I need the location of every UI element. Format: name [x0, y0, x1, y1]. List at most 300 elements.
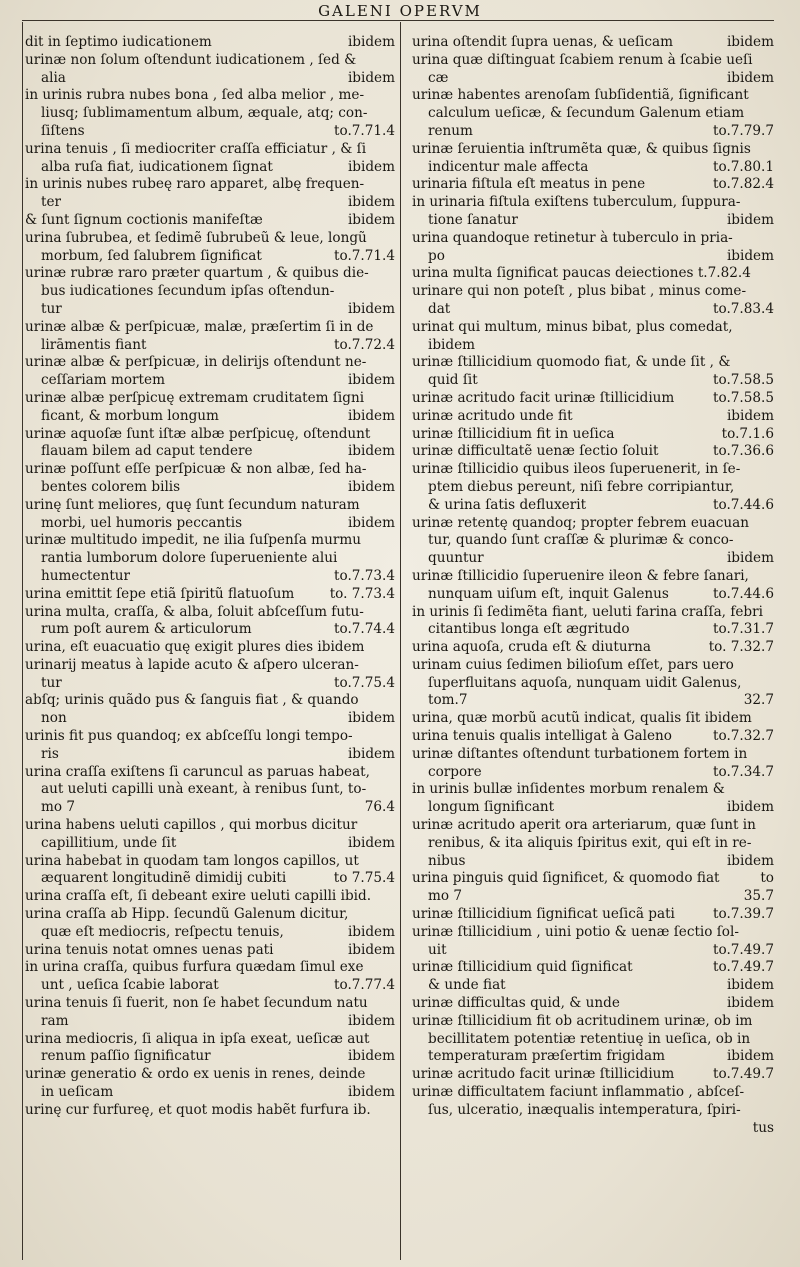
entry-line: [412, 657, 774, 675]
index-entry: [412, 1084, 774, 1137]
entry-text: urinæ difficultas quid, & unde: [412, 995, 620, 1012]
entry-line: [25, 426, 395, 444]
entry-reference: ibidem: [347, 69, 395, 86]
index-entry: [25, 532, 395, 585]
entry-text: urinæ ſtillicidium , uini potio & uenæ ſectio ſol-: [412, 923, 739, 940]
entry-text: urinæ ſtillicidium quomodo fiat, & unde ſit , &: [412, 354, 731, 371]
entry-line: [412, 550, 774, 568]
entry-line: [25, 1031, 395, 1049]
entry-text: ficant, & morbum longum: [41, 407, 219, 424]
entry-reference: to.7.49.7: [713, 941, 774, 958]
entry-reference: ibidem: [347, 923, 395, 940]
entry-text: ris: [41, 745, 59, 762]
entry-line: [412, 194, 774, 212]
entry-text: urinæ diſtantes oſtendunt turbationem fortem in: [412, 745, 748, 762]
index-entry: [25, 692, 395, 728]
entry-line: [25, 461, 395, 479]
entry-line: [25, 1084, 395, 1102]
entry-text: urina habens ueluti capillos , qui morbus dicitur: [25, 817, 358, 834]
entry-text: nunquam uiſum eſt, inquit Galenus: [428, 585, 669, 602]
entry-line: [25, 1066, 395, 1084]
entry-line: [412, 301, 774, 319]
index-entry: [25, 1102, 395, 1120]
entry-text: urinæ ſeruientia inſtrumẽta quæ, & quibus ſignis: [412, 140, 751, 157]
entry-line: [25, 390, 395, 408]
entry-line: [412, 265, 774, 283]
entry-text: corpore: [428, 763, 482, 780]
entry-text: urina tenuis , ſi mediocriter craſſa efficiatur , & ſi: [25, 140, 367, 157]
entry-text: urinę ſunt meliores, quę ſunt ſecundum naturam: [25, 496, 360, 513]
index-entry: [25, 959, 395, 995]
running-head: GALENI OPERVM: [318, 2, 482, 20]
entry-text: urinat qui multum, minus bibat, plus comedat,: [412, 318, 733, 335]
entry-text: urinæ non ſolum oſtendunt iudicationem , ſed &: [25, 51, 357, 68]
index-entry: [412, 390, 774, 408]
entry-reference: ibidem: [347, 745, 395, 762]
entry-line: [25, 906, 395, 924]
entry-line: [25, 443, 395, 461]
index-entry: [412, 52, 774, 88]
index-entry: [25, 728, 395, 764]
entry-line: [412, 781, 774, 799]
entry-text: temperaturam præſertim frigidam: [428, 1048, 665, 1065]
entry-line: [25, 870, 395, 888]
left-rule: [22, 22, 23, 1260]
entry-line: [412, 568, 774, 586]
entry-text: urinaria fiſtula eſt meatus in pene: [412, 176, 646, 193]
entry-line: [412, 212, 774, 230]
index-entry: [412, 870, 774, 906]
entry-line: [25, 337, 395, 355]
entry-line: [25, 657, 395, 675]
entry-line: [412, 141, 774, 159]
index-entry: [412, 657, 774, 710]
entry-line: [412, 1102, 774, 1120]
entry-line: [25, 942, 395, 960]
entry-text: urinæ generatio & ordo ex uenis in renes, deinde: [25, 1066, 366, 1083]
entry-line: [412, 675, 774, 693]
entry-reference: to.7.32.7: [713, 728, 774, 745]
entry-reference: ibidem: [347, 834, 395, 851]
entry-line: [412, 70, 774, 88]
index-entry: [25, 942, 395, 960]
entry-text: morbi, uel humoris peccantis: [41, 514, 243, 531]
entry-reference: ibidem: [347, 34, 395, 50]
entry-line: [25, 888, 395, 906]
index-entry: [412, 461, 774, 514]
index-entry: [412, 1066, 774, 1084]
entry-reference: to. 7.32.7: [708, 639, 774, 656]
entry-line: [25, 764, 395, 782]
entry-line: [412, 461, 774, 479]
index-entry: [25, 657, 395, 693]
index-entry: [412, 426, 774, 444]
entry-line: [412, 105, 774, 123]
entry-text: abſq; urinis quãdo pus & ſanguis fiat , & quando: [25, 692, 359, 709]
entry-text: urina aquoſa, cruda eſt & diuturna: [412, 639, 651, 656]
entry-line: [412, 497, 774, 515]
entry-text: renibus, & ita aliquis ſpiritus exit, qui eſt in re-: [428, 834, 752, 851]
entry-text: ptem diebus pereunt, niſi febre corripiantur,: [428, 478, 735, 495]
entry-line: [25, 995, 395, 1013]
entry-line: [412, 906, 774, 924]
entry-text: tur, quando ſunt craſſæ & plurimæ & conco-: [428, 532, 734, 549]
entry-line: [25, 159, 395, 177]
index-entry: [412, 959, 774, 995]
entry-line: [25, 692, 395, 710]
entry-text: urinæ albæ & perſpicuæ, in delirijs oſtendunt ne-: [25, 354, 367, 371]
entry-text: alba ruſa fiat, iudicationem ſignat: [41, 158, 273, 175]
entry-reference: to.7.58.5: [713, 372, 774, 389]
entry-line: [412, 764, 774, 782]
entry-text: & unde fiat: [428, 977, 506, 994]
entry-line: [412, 817, 774, 835]
index-entry: [25, 354, 395, 390]
entry-text: urinæ difficultatẽ uenæ ſectio ſoluit: [412, 443, 659, 460]
entry-reference: to.7.36.6: [713, 443, 774, 460]
entry-text: urina, eſt euacuatio quę exigit plures dies ibidem: [25, 639, 365, 656]
entry-line: [412, 34, 774, 52]
entry-reference: 35.7: [743, 888, 774, 905]
entry-text: alia: [41, 69, 66, 86]
entry-text: ibidem: [428, 336, 476, 353]
entry-line: [412, 799, 774, 817]
entry-line: [412, 977, 774, 995]
entry-text: urinæ ſtillicidium ſignificat ueſicã pati: [412, 906, 675, 923]
entry-line: [25, 194, 395, 212]
entry-text: aut ueluti capilli unà exeant, à renibus ſunt, to-: [41, 781, 367, 798]
entry-text: urinæ ſtillicidium fit in ueſica: [412, 425, 615, 442]
index-entry: [25, 426, 395, 462]
index-entry: [25, 1066, 395, 1102]
entry-line: [25, 497, 395, 515]
entry-text: urina emittit ſepe etiã ſpiritũ flatuoſum: [25, 585, 295, 602]
entry-text: mo 7: [41, 799, 76, 816]
entry-text: dit in ſeptimo iudicationem: [25, 34, 212, 50]
entry-text: in urinis ſi ſedimẽta fiant, ueluti farina craſſa, febri: [412, 603, 763, 620]
entry-line: [412, 283, 774, 301]
entry-line: [25, 532, 395, 550]
entry-line: [412, 995, 774, 1013]
entry-text: urina tenuis qualis intelligat à Galeno: [412, 728, 672, 745]
entry-reference: ibidem: [347, 443, 395, 460]
top-rule: [22, 20, 774, 21]
index-entry: [412, 1013, 774, 1066]
entry-text: urinæ habentes arenoſam ſubſidentiã, ſignificant: [412, 87, 749, 104]
entry-line: [412, 692, 774, 710]
entry-line: [25, 568, 395, 586]
entry-text: tur: [41, 300, 62, 317]
entry-line: [25, 372, 395, 390]
index-column-left: [25, 34, 395, 1120]
entry-reference: 32.7: [743, 692, 774, 709]
entry-text: humectentur: [41, 567, 131, 584]
entry-text: urinæ ſtillicidium quid ſignificat: [412, 959, 633, 976]
entry-line: [25, 230, 395, 248]
entry-reference: to.7.80.1: [713, 158, 774, 175]
index-entry: [25, 888, 395, 906]
entry-line: [412, 390, 774, 408]
entry-reference: ibidem: [726, 977, 774, 994]
entry-line: [25, 479, 395, 497]
entry-reference: ibidem: [347, 158, 395, 175]
index-entry: [25, 461, 395, 497]
index-entry: [412, 924, 774, 960]
index-entry: [412, 710, 774, 728]
entry-reference: 76.4: [364, 799, 395, 816]
entry-line: [412, 515, 774, 533]
entry-text: & urina ſatis defluxerit: [428, 496, 587, 513]
entry-text: rum poſt aurem & articulorum: [41, 621, 252, 638]
entry-text: non: [41, 710, 67, 727]
index-entry: [412, 515, 774, 568]
entry-line: [25, 604, 395, 622]
entry-line: [412, 888, 774, 906]
entry-line: [25, 817, 395, 835]
entry-reference: ibidem: [347, 407, 395, 424]
index-entry: [25, 906, 395, 942]
entry-line: [412, 408, 774, 426]
entry-text: indicentur male affecta: [428, 158, 589, 175]
index-entry: [25, 265, 395, 318]
entry-text: urina mediocris, ſi aliqua in ipſa exeat, ueſicæ aut: [25, 1030, 370, 1047]
entry-reference: ibidem: [347, 478, 395, 495]
entry-text: urina quandoque retinetur à tuberculo in pria-: [412, 229, 733, 246]
entry-line: [412, 959, 774, 977]
entry-line: [412, 319, 774, 337]
entry-line: [412, 479, 774, 497]
entry-reference: to.7.72.4: [334, 336, 395, 353]
entry-line: [25, 1048, 395, 1066]
entry-text: urinæ aquoſæ ſunt iſtæ albæ perſpicuę, oſtendunt: [25, 425, 371, 442]
entry-text: cæ: [428, 69, 449, 86]
entry-text: quid ſit: [428, 372, 478, 389]
entry-line: [412, 1013, 774, 1031]
index-entry: [25, 319, 395, 355]
entry-text: urinæ ſtillicidio quibus ileos ſuperuenerit, in ſe-: [412, 461, 741, 478]
entry-text: urinis fit pus quandoq; ex abſceſſu longi tempo-: [25, 728, 353, 745]
index-entry: [25, 212, 395, 230]
index-entry: [412, 354, 774, 390]
entry-line: [25, 87, 395, 105]
entry-line: [412, 1084, 774, 1102]
entry-text: mo 7: [428, 888, 463, 905]
entry-reference: to.7.44.6: [713, 585, 774, 602]
entry-reference: to.7.79.7: [713, 122, 774, 139]
entry-text: urinæ multitudo impedit, ne ilia ſuſpenſa murmu: [25, 532, 361, 549]
entry-line: [412, 337, 774, 355]
entry-text: urina tenuis ſi fuerit, non ſe habet ſecundum natu: [25, 995, 368, 1012]
entry-text: urina habebat in quodam tam longos capillos, ut: [25, 852, 359, 869]
entry-text: ſuperfluitans aquoſa, nunquam uidit Galenus,: [428, 674, 742, 691]
entry-text: urina, quæ morbũ acutũ indicat, qualis ſit ibidem: [412, 710, 752, 727]
entry-text: urina craſſa exiſtens ſi caruncul as paruas habeat,: [25, 763, 370, 780]
entry-reference: to.7.74.4: [334, 621, 395, 638]
index-entry: [412, 230, 774, 266]
entry-text: renum paſſio ſignificatur: [41, 1048, 211, 1065]
index-entry: [412, 408, 774, 426]
index-entry: [412, 319, 774, 355]
entry-line: [25, 105, 395, 123]
index-entry: [25, 604, 395, 640]
entry-reference: ibidem: [347, 300, 395, 317]
entry-reference: ibidem: [726, 1048, 774, 1065]
entry-line: [25, 319, 395, 337]
entry-line: [412, 604, 774, 622]
entry-reference: to.7.73.4: [334, 567, 395, 584]
entry-line: [412, 942, 774, 960]
index-entry: [412, 265, 774, 283]
entry-line: [412, 853, 774, 871]
entry-text: ram: [41, 1012, 69, 1029]
entry-line: [25, 123, 395, 141]
entry-line: [25, 924, 395, 942]
entry-text: po: [428, 247, 445, 264]
entry-text: urinę cur furfureę, et quot modis habẽt furfura ib.: [25, 1101, 371, 1118]
index-entry: [412, 604, 774, 640]
index-entry: [412, 443, 774, 461]
entry-line: [25, 835, 395, 853]
entry-text: urinæ rubræ raro præter quartum , & quibus die-: [25, 265, 369, 282]
entry-text: urinam cuius ſedimen bilioſum eſſet, pars uero: [412, 656, 734, 673]
entry-line: [25, 70, 395, 88]
entry-reference: to.7.44.6: [713, 496, 774, 513]
entry-line: [412, 52, 774, 70]
index-entry: [412, 639, 774, 657]
entry-text: urinæ acritudo aperit ora arteriarum, quæ ſunt in: [412, 817, 756, 834]
entry-text: urinæ acritudo unde fit: [412, 407, 573, 424]
entry-line: [412, 639, 774, 657]
entry-text: urina quæ diſtinguat ſcabiem renum à ſcabie ueſi: [412, 51, 753, 68]
entry-text: longum ſignificant: [428, 799, 555, 816]
entry-text: bentes colorem bilis: [41, 478, 181, 495]
entry-reference: to.7.34.7: [713, 763, 774, 780]
entry-reference: ibidem: [726, 852, 774, 869]
entry-reference: to.7.77.4: [334, 977, 395, 994]
entry-text: becillitatem potentiæ retentiuę in ueſica, ob in: [428, 1030, 751, 1047]
entry-text: rantia lumborum dolore ſuperueniente alui: [41, 550, 338, 567]
entry-reference: ibidem: [726, 69, 774, 86]
entry-reference: ibidem: [347, 372, 395, 389]
entry-text: urina oſtendit ſupra uenas, & ueſicam: [412, 34, 673, 50]
entry-text: in urinis nubes rubeę raro apparet, albę frequen-: [25, 176, 365, 193]
entry-text: & ſunt ſignum coctionis manifeſtæ: [25, 211, 263, 228]
entry-text: urinæ acritudo facit urinæ ſtillicidium: [412, 389, 675, 406]
entry-text: urinæ acritudo facit urinæ ſtillicidium: [412, 1066, 675, 1083]
entry-text: tom.7: [428, 692, 468, 709]
entry-reference: ibidem: [726, 799, 774, 816]
index-entry: [25, 34, 395, 52]
index-entry: [25, 230, 395, 266]
entry-reference: ibidem: [726, 34, 774, 50]
column-divider: [400, 22, 401, 1260]
index-entry: [25, 817, 395, 853]
index-entry: [412, 141, 774, 177]
index-entry: [412, 746, 774, 782]
index-entry: [25, 87, 395, 140]
entry-reference: ibidem: [347, 710, 395, 727]
entry-line: [412, 532, 774, 550]
entry-text: in urinis bullæ inſidentes morbum renalem &: [412, 781, 725, 798]
index-entry: [412, 34, 774, 52]
entry-text: citantibus longa eſt ægritudo: [428, 621, 630, 638]
index-entry: [412, 728, 774, 746]
entry-line: [25, 746, 395, 764]
entry-text: renum: [428, 122, 473, 139]
entry-reference: to.7.71.4: [334, 247, 395, 264]
index-entry: [412, 817, 774, 870]
entry-text: urinæ difficultatem faciunt inflammatio , abſceſ-: [412, 1084, 745, 1101]
entry-text: ceſſariam mortem: [41, 372, 165, 389]
entry-line: [412, 248, 774, 266]
entry-reference: to. 7.73.4: [329, 585, 395, 602]
entry-reference: ibidem: [726, 550, 774, 567]
entry-line: [412, 1120, 774, 1138]
entry-reference: to.7.39.7: [713, 906, 774, 923]
entry-line: [412, 354, 774, 372]
index-column-right: [412, 34, 774, 1137]
index-entry: [25, 639, 395, 657]
entry-text: quæ eſt mediocris, reſpectu tenuis,: [41, 923, 284, 940]
entry-text: ſiſtens: [41, 122, 85, 139]
entry-line: [412, 728, 774, 746]
entry-text: in ueſicam: [41, 1084, 114, 1101]
entry-text: urinare qui non poteſt , plus bibat , minus come-: [412, 283, 747, 300]
entry-line: [25, 710, 395, 728]
entry-line: [412, 159, 774, 177]
entry-text: tione ſanatur: [428, 211, 518, 228]
index-entry: [25, 1031, 395, 1067]
entry-line: [25, 283, 395, 301]
entry-line: [25, 301, 395, 319]
index-entry: [25, 176, 395, 212]
entry-line: [412, 586, 774, 604]
entry-line: [25, 248, 395, 266]
entry-line: [25, 959, 395, 977]
entry-text: urinæ ſtillicidio ſuperuenire ileon & febre ſanari,: [412, 567, 749, 584]
entry-text: urina multa ſignificat paucas deiectiones t.7.82.4: [412, 265, 751, 282]
entry-line: [25, 354, 395, 372]
entry-line: [25, 176, 395, 194]
entry-text: morbum, ſed ſalubrem ſignificat: [41, 247, 262, 264]
entry-reference: tus: [752, 1119, 774, 1136]
entry-text: ſus, ulceratio, inæqualis intemperatura, ſpiri-: [428, 1101, 741, 1118]
entry-text: capillitium, unde ſit: [41, 834, 177, 851]
entry-text: in urinis rubra nubes bona , ſed alba melior , me-: [25, 87, 365, 104]
entry-line: [25, 639, 395, 657]
entry-reference: ibidem: [347, 1012, 395, 1029]
entry-reference: to.7.49.7: [713, 959, 774, 976]
entry-reference: to.7.71.4: [334, 122, 395, 139]
entry-line: [412, 443, 774, 461]
entry-text: urina pinguis quid ſignificet, & quomodo fiat: [412, 870, 720, 887]
index-entry: [412, 176, 774, 194]
entry-reference: ibidem: [347, 1048, 395, 1065]
entry-text: urina multa, craſſa, & alba, ſoluit abſceſſum futu-: [25, 603, 364, 620]
entry-reference: ibidem: [347, 211, 395, 228]
entry-line: [25, 52, 395, 70]
entry-reference: ibidem: [347, 514, 395, 531]
entry-line: [412, 176, 774, 194]
entry-text: urinæ albæ perſpicuę extremam cruditatem ſigni: [25, 389, 365, 406]
entry-line: [25, 675, 395, 693]
entry-reference: ibidem: [347, 194, 395, 211]
entry-line: [412, 1048, 774, 1066]
entry-line: [25, 1102, 395, 1120]
entry-line: [412, 835, 774, 853]
entry-line: [25, 799, 395, 817]
entry-line: [412, 870, 774, 888]
